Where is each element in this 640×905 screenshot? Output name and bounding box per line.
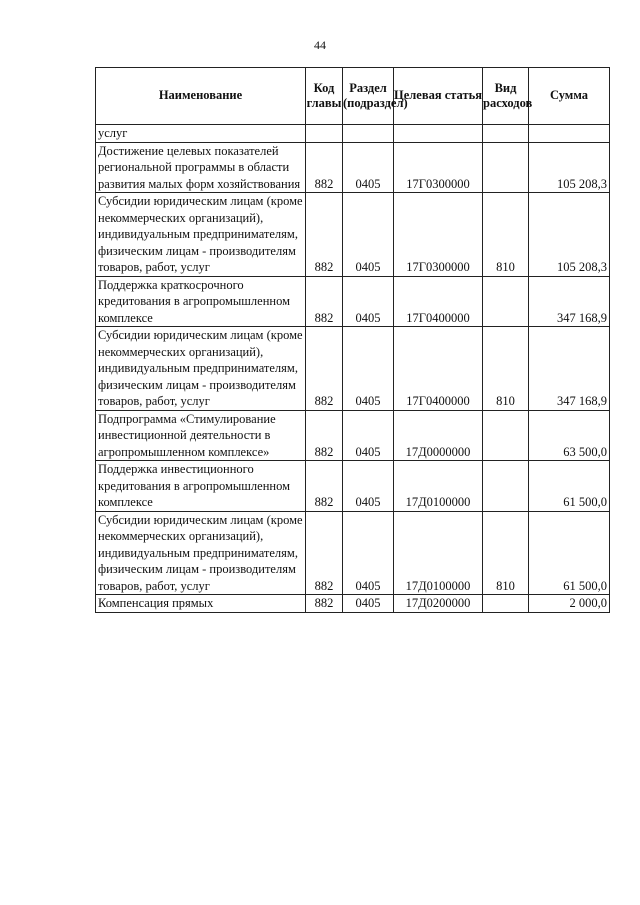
- cell-name: услуг: [96, 125, 306, 143]
- header-code: Код главы: [306, 68, 343, 125]
- table-header-row: [96, 68, 610, 125]
- cell-section: 0405: [343, 595, 394, 613]
- header-name: Наименование: [96, 68, 306, 125]
- cell-code: [306, 125, 343, 143]
- cell-amount: 61 500,0: [529, 461, 610, 512]
- table-row: [96, 276, 610, 327]
- cell-name: Компенсация прямых: [96, 595, 306, 613]
- cell-kind: 810: [483, 193, 529, 277]
- header-article: Целевая статья: [394, 68, 483, 125]
- cell-section: 0405: [343, 276, 394, 327]
- table-row: [96, 461, 610, 512]
- table-row: [96, 125, 610, 143]
- cell-name: Поддержка краткосрочного кредитования в агропромышленном комплексе: [96, 276, 306, 327]
- cell-section: [343, 125, 394, 143]
- table-row: [96, 327, 610, 411]
- table-row: [96, 410, 610, 461]
- cell-section: 0405: [343, 142, 394, 193]
- cell-section: 0405: [343, 511, 394, 595]
- cell-kind: 810: [483, 511, 529, 595]
- cell-amount: 61 500,0: [529, 511, 610, 595]
- cell-name: Поддержка инвестиционного кредитования в агропромышленном комплексе: [96, 461, 306, 512]
- cell-kind: [483, 276, 529, 327]
- cell-kind: [483, 142, 529, 193]
- cell-amount: 105 208,3: [529, 142, 610, 193]
- cell-code: 882: [306, 511, 343, 595]
- cell-name: Субсидии юридическим лицам (кроме некоммерческих организаций), индивидуальным предпринимателям, физическим лицам - производителям товаров, работ, услуг: [96, 327, 306, 411]
- cell-article: 17Г0300000: [394, 193, 483, 277]
- cell-code: 882: [306, 276, 343, 327]
- cell-article: 17Д0100000: [394, 461, 483, 512]
- cell-article: 17Д0000000: [394, 410, 483, 461]
- cell-code: 882: [306, 410, 343, 461]
- cell-name: Достижение целевых показателей региональной программы в области развития малых форм хозяйствования: [96, 142, 306, 193]
- cell-amount: 347 168,9: [529, 276, 610, 327]
- cell-code: 882: [306, 193, 343, 277]
- cell-amount: 347 168,9: [529, 327, 610, 411]
- cell-kind: [483, 595, 529, 613]
- table-row: [96, 193, 610, 277]
- cell-article: 17Д0100000: [394, 511, 483, 595]
- header-kind: Вид расходов: [483, 68, 529, 125]
- cell-name: Субсидии юридическим лицам (кроме некоммерческих организаций), индивидуальным предпринимателям, физическим лицам - производителям товаров, работ, услуг: [96, 193, 306, 277]
- page-number: 44: [314, 38, 326, 52]
- table-row: [96, 142, 610, 193]
- cell-amount: 63 500,0: [529, 410, 610, 461]
- cell-code: 882: [306, 461, 343, 512]
- budget-table: [95, 67, 610, 613]
- cell-article: 17Г0400000: [394, 327, 483, 411]
- cell-code: 882: [306, 142, 343, 193]
- table-row: [96, 511, 610, 595]
- cell-amount: 2 000,0: [529, 595, 610, 613]
- cell-section: 0405: [343, 193, 394, 277]
- table-row: [96, 595, 610, 613]
- header-section: Раздел (подраздел): [343, 68, 394, 125]
- cell-article: 17Г0300000: [394, 142, 483, 193]
- cell-code: 882: [306, 595, 343, 613]
- cell-kind: 810: [483, 327, 529, 411]
- cell-amount: 105 208,3: [529, 193, 610, 277]
- cell-article: 17Д0200000: [394, 595, 483, 613]
- cell-kind: [483, 410, 529, 461]
- cell-article: [394, 125, 483, 143]
- cell-section: 0405: [343, 461, 394, 512]
- cell-section: 0405: [343, 327, 394, 411]
- cell-name: Подпрограмма «Стимулирование инвестиционной деятельности в агропромышленном комплексе»: [96, 410, 306, 461]
- header-amount: Сумма: [529, 68, 610, 125]
- cell-kind: [483, 125, 529, 143]
- cell-name: Субсидии юридическим лицам (кроме некоммерческих организаций), индивидуальным предпринимателям, физическим лицам - производителям товаров, работ, услуг: [96, 511, 306, 595]
- cell-article: 17Г0400000: [394, 276, 483, 327]
- cell-section: 0405: [343, 410, 394, 461]
- cell-kind: [483, 461, 529, 512]
- cell-amount: [529, 125, 610, 143]
- cell-code: 882: [306, 327, 343, 411]
